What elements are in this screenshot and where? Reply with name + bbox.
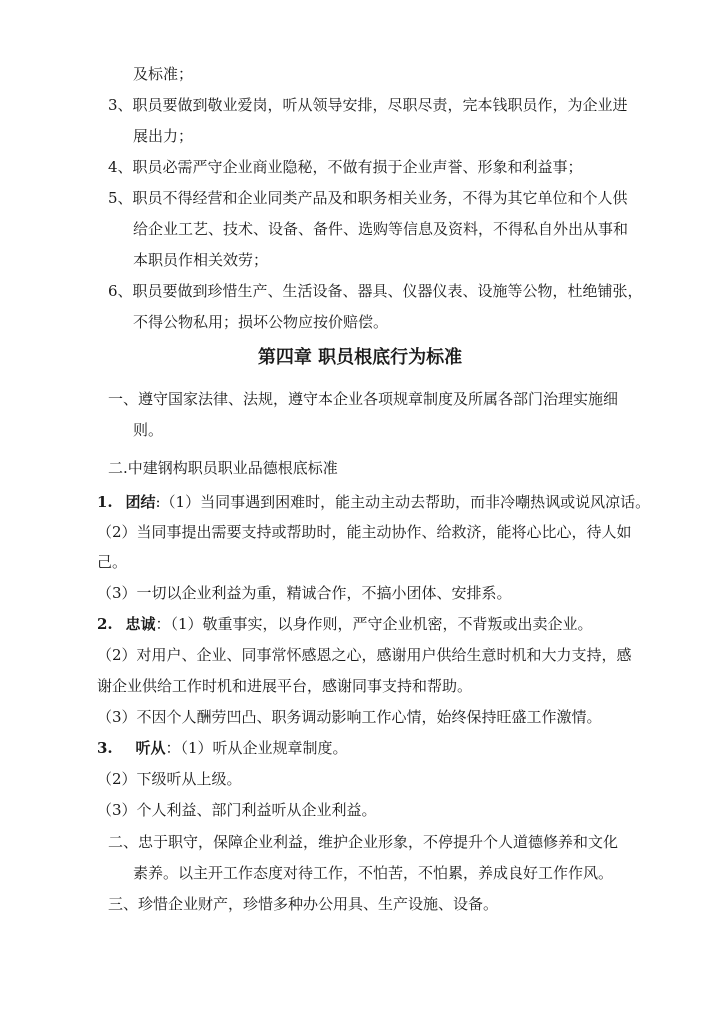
paragraph-er: 二、忠于职守，保障企业利益，维护企业形象，不停提升个人道德修养和文化 [108, 833, 619, 851]
list-item-6: 6、职员要做到珍惜生产、生活设备、器具、仪器仪表、设施等公物，杜绝铺张， [108, 282, 643, 300]
list-item-3-cont: 展出力； [133, 127, 194, 145]
unity-number: 1. [97, 493, 113, 511]
unity-point-2: （2）当同事提出需要支持或帮助时，能主动协作、给救济，能将心比心，待人如 [97, 523, 632, 541]
honest-number: 2. [97, 615, 113, 633]
list-item-5: 5、职员不得经营和企业同类产品及和职务相关业务，不得为其它单位和个人供 [108, 189, 628, 207]
honest-point-3: （3）不因个人酬劳凹凸、职务调动影响工作心情，始终保持旺盛工作激情。 [97, 708, 602, 726]
list-item-5-cont: 给企业工艺、技术、设备、备件、选购等信息及资料，不得私自外出从事和 [133, 220, 629, 238]
text-line: 及标准； [133, 65, 194, 83]
section-heading: 二.中建钢构职员职业品德根底标准 [108, 459, 338, 477]
honest-item [97, 614, 593, 634]
honest-text: ：（1）敬重事实，以身作则，严守企业机密，不背叛或出卖企业。 [155, 615, 593, 633]
obey-label: 听从 [135, 739, 166, 757]
paragraph-1: 一、遵守国家法律、法规，遵守本企业各项规章制度及所属各部门治理实施细 [108, 390, 619, 408]
list-item-4: 4、职员必需严守企业商业隐秘，不做有损于企业声誉、形象和利益事； [108, 158, 583, 176]
honest-point-2-cont: 谢企业供给工作时机和进展平台，感谢同事支持和帮助。 [97, 677, 473, 695]
obey-item [97, 738, 348, 758]
list-item-3: 3、职员要做到敬业爱岗，听从领导安排，尽职尽责，完本钱职员作，为企业进 [108, 96, 628, 114]
obey-text: ：（1）听从企业规章制度。 [165, 739, 348, 757]
paragraph-1-cont: 则。 [133, 421, 164, 439]
unity-label: 团结 [125, 493, 156, 511]
obey-number: 3. [97, 739, 113, 757]
obey-point-2: （2）下级听从上级。 [97, 770, 242, 788]
chapter-title: 第四章 职员根底行为标准 [257, 347, 463, 368]
list-item-5-cont: 本职员作相关效劳； [133, 251, 269, 269]
paragraph-er-cont: 素养。以主开工作态度对待工作，不怕苦，不怕累，养成良好工作作风。 [133, 864, 614, 882]
unity-item [97, 492, 650, 512]
honest-point-2: （2）对用户、企业、同事常怀感恩之心，感谢用户供给生意时机和大力支持，感 [97, 646, 632, 664]
unity-point-3: （3）一切以企业利益为重，精诚合作，不搞小团体、安排系。 [97, 584, 512, 602]
obey-point-3: （3）个人利益、部门利益听从企业利益。 [97, 801, 377, 819]
paragraph-san: 三、珍惜企业财产，珍惜多种办公用具、生产设施、设备。 [108, 895, 499, 913]
unity-text: :（1）当同事遇到困难时，能主动主动去帮助，而非冷嘲热讽或说风凉话。 [155, 493, 651, 511]
unity-point-2-cont: 己。 [97, 553, 128, 571]
honest-label: 忠诚 [125, 615, 156, 633]
list-item-6-cont: 不得公物私用；损坏公物应按价赔偿。 [133, 313, 389, 331]
